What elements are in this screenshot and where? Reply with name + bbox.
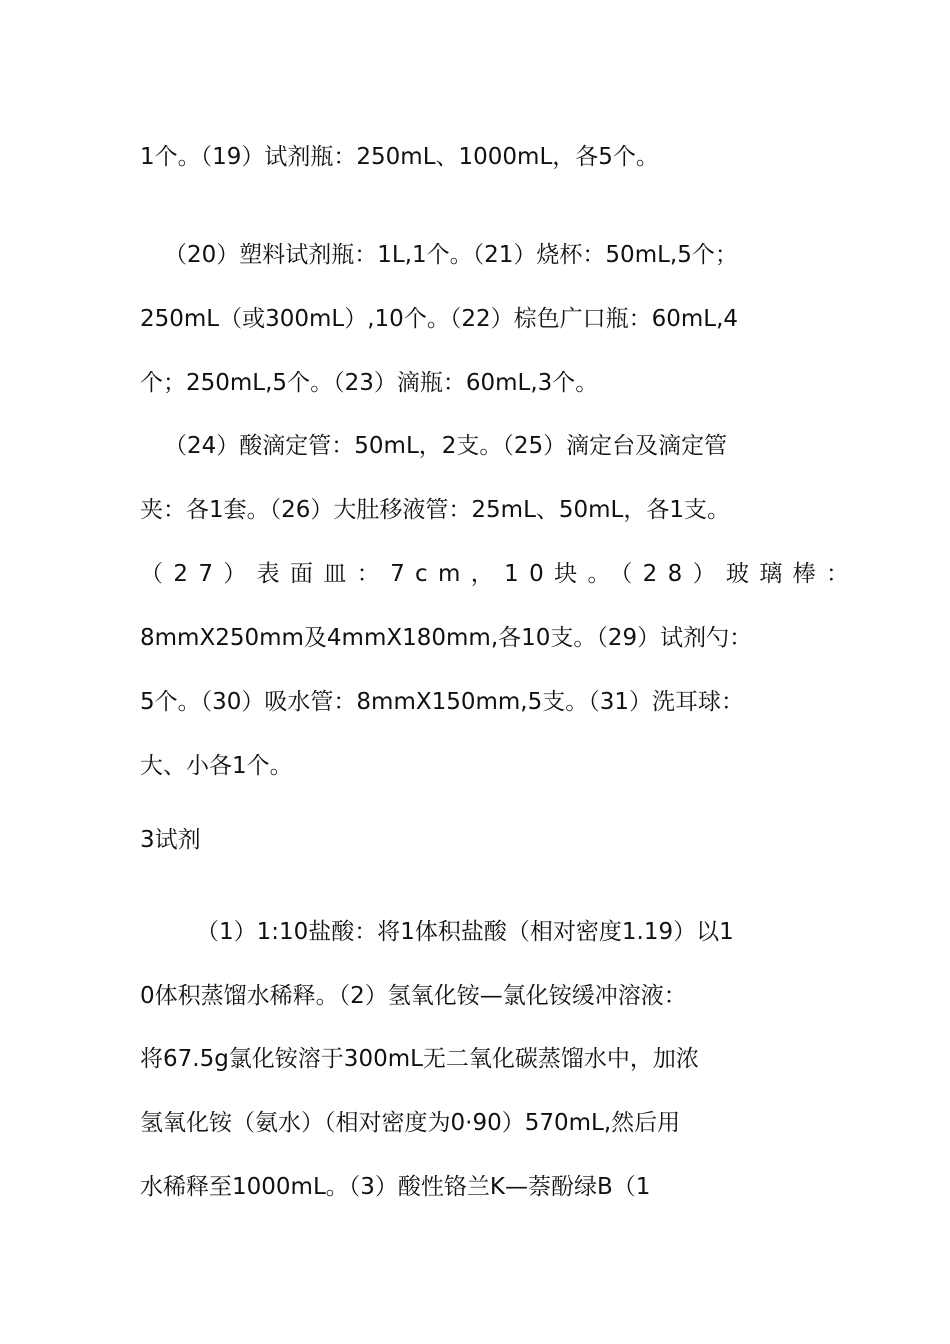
text-line: （24）酸滴定管：50mL，2支。（25）滴定台及滴定管	[164, 433, 728, 459]
text-line: 个；250mL,5个。（23）滴瓶：60mL,3个。	[140, 370, 599, 396]
text-line: 将67.5g氯化铵溶于300mL无二氧化碳蒸馏水中，加浓	[140, 1046, 699, 1072]
text-line: 夹：各1套。（26）大肚移液管：25mL、50mL，各1支。	[140, 497, 731, 523]
text-line: 0体积蒸馏水稀释。（2）氢氧化铵—氯化铵缓冲溶液：	[140, 983, 687, 1009]
text-line: （27）表面皿：7cm，10块。（28）玻璃棒：	[140, 561, 860, 587]
text-line: （1）1:10盐酸：将1体积盐酸（相对密度1.19）以1	[196, 919, 734, 945]
text-line: 5个。（30）吸水管：8mmX150mm,5支。（31）洗耳球：	[140, 689, 745, 715]
section-heading: 3试剂	[140, 827, 201, 853]
text-line: 250mL（或300mL）,10个。（22）棕色广口瓶：60mL,4	[140, 306, 739, 332]
text-line: 1个。（19）试剂瓶：250mL、1000mL，各5个。	[140, 144, 659, 170]
text-line: 水稀释至1000mL。（3）酸性铬兰K—萘酚绿B（1	[140, 1174, 651, 1200]
text-line: （20）塑料试剂瓶：1L,1个。（21）烧杯：50mL,5个；	[164, 242, 738, 268]
text-line: 8mmX250mm及4mmX180mm,各10支。（29）试剂勺：	[140, 625, 753, 651]
text-line: 氢氧化铵（氨水）（相对密度为0·90）570mL,然后用	[140, 1110, 681, 1136]
text-line: 大、小各1个。	[140, 753, 293, 779]
